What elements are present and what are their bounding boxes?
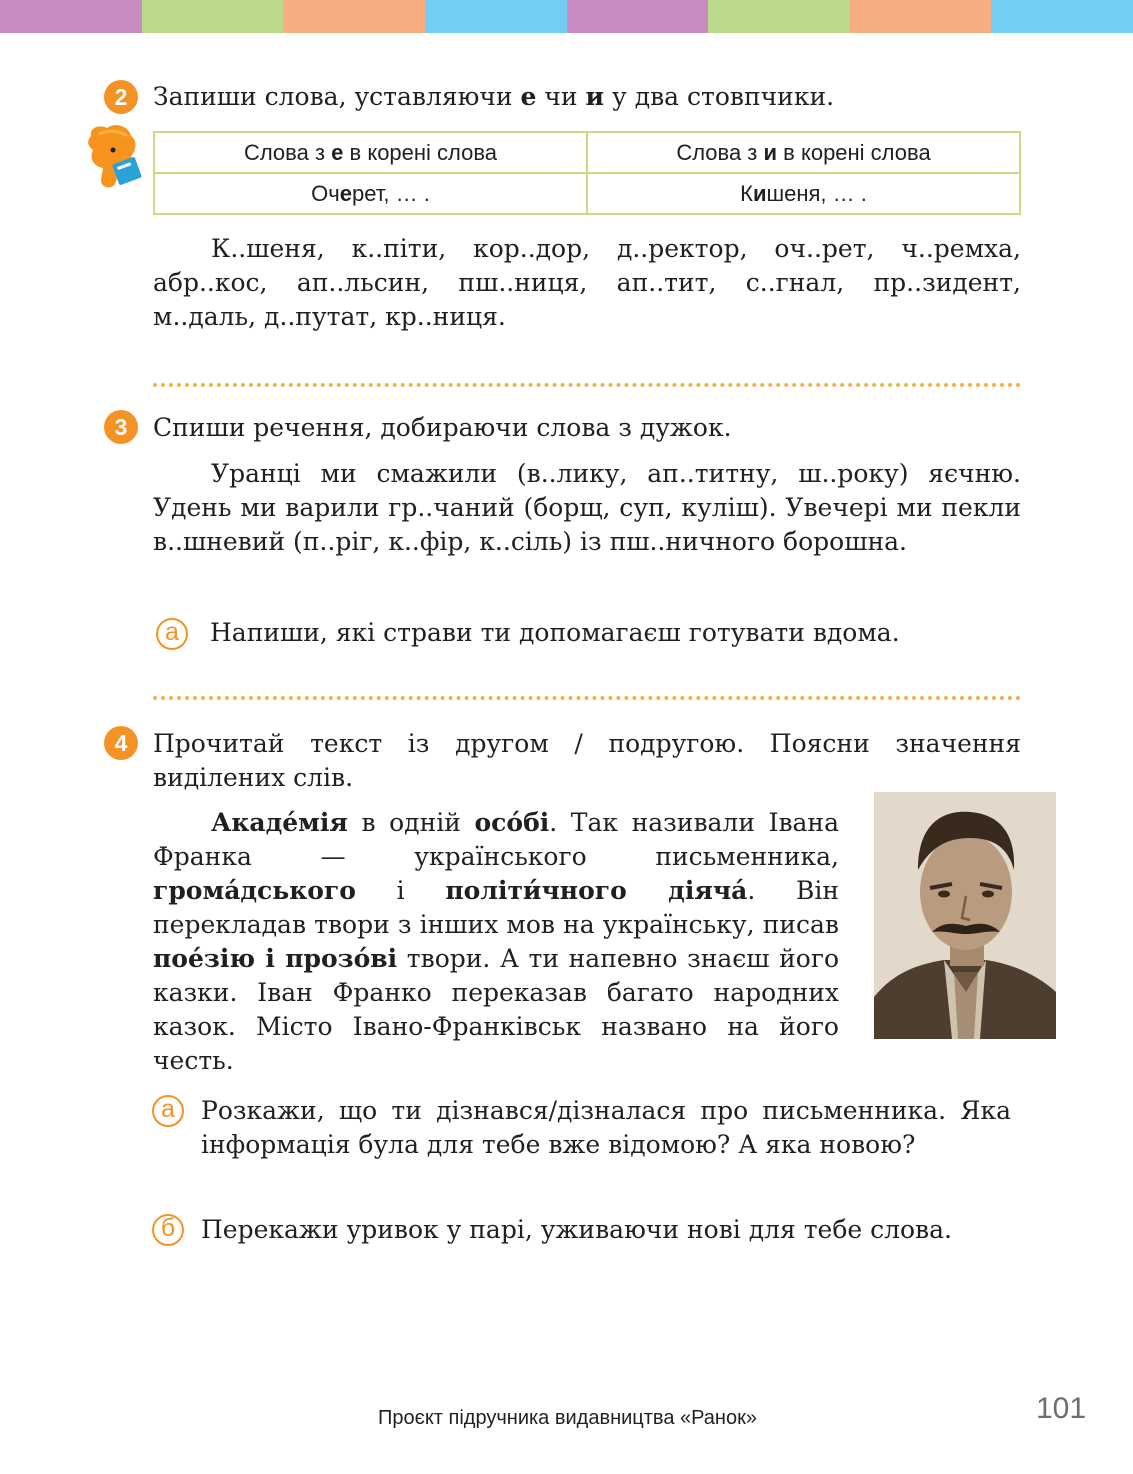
task-4-subtask-a: Розкажи, що ти дізнався/дізналася про письменника. Яка інформація була для тебе вже відомою? А яка новою? xyxy=(201,1096,1011,1159)
table-header-row xyxy=(154,132,1020,173)
task-number-3: 3 xyxy=(104,410,138,444)
task-2-title: Запиши слова, уставляючи е чи и у два стовпчики. xyxy=(153,82,835,111)
task-3-title: Спиши речення, добираючи слова з дужок. xyxy=(153,413,732,442)
footer-text: Проєкт підручника видавництва «Ранок» xyxy=(378,1407,757,1429)
color-segment xyxy=(708,0,850,33)
table-header-cell: Слова з е в корені слова xyxy=(154,132,587,173)
ivan-franko-portrait xyxy=(874,792,1056,1039)
color-segment xyxy=(850,0,992,33)
color-segment xyxy=(425,0,567,33)
color-segment xyxy=(991,0,1133,33)
task-2-words: К..шеня, к..піти, кор..дор, д..ректор, оч..рет, ч..ремха, абр..кос, ап..льсин, пш..ниця, ап..тит, с..гнал, пр..зидент, м..даль, д..путат, кр..ниця. xyxy=(153,234,1021,331)
task-4-title: Прочитай текст із другом / подругою. Поясни значення виділених слів. xyxy=(153,729,1021,792)
header-color-strip xyxy=(0,0,1133,33)
task-number-4: 4 xyxy=(104,726,138,760)
dotted-divider xyxy=(153,383,1021,387)
table-row xyxy=(154,173,1020,214)
hand-with-notebook-icon xyxy=(85,124,147,192)
task-4-text: Акаде́мія в одній осо́бі. Так називали Івана Франка — українського письменника, грома́дського і політи́чного діяча́. Він перекладав твори з інших мов на українську, писав пое́зію і прозо́ві твори. А ти напевно знаєш його казки. Іван Франко переказав багато народних казок. Місто Івано-Франківськ названо на його честь. xyxy=(153,808,839,1075)
page-number: 101 xyxy=(1036,1392,1087,1425)
color-segment xyxy=(0,0,142,33)
task-3-text: Уранці ми смажили (в..лику, ап..титну, ш..року) яєчню. Удень ми варили гр..чаний (борщ, суп, куліш). Увечері ми пекли в..шневий (п..ріг, к..фір, к..сіль) із пш..ничного борошна. xyxy=(153,459,1021,556)
table-header-cell: Слова з и в корені слова xyxy=(587,132,1020,173)
color-segment xyxy=(283,0,425,33)
words-table xyxy=(153,131,1021,215)
subtask-mark-a: а xyxy=(156,618,188,650)
dotted-divider xyxy=(153,696,1021,700)
subtask-mark-a: а xyxy=(152,1095,184,1127)
task-3-subtask-a: Напиши, які страви ти допомагаєш готувати вдома. xyxy=(210,618,900,647)
color-segment xyxy=(142,0,284,33)
color-segment xyxy=(567,0,709,33)
subtask-mark-b: б xyxy=(152,1214,184,1246)
table-cell: Кишеня, … . xyxy=(587,173,1020,214)
task-number-2: 2 xyxy=(104,80,138,114)
table-cell: Очерет, … . xyxy=(154,173,587,214)
task-4-subtask-b: Перекажи уривок у парі, уживаючи нові для тебе слова. xyxy=(201,1215,952,1244)
